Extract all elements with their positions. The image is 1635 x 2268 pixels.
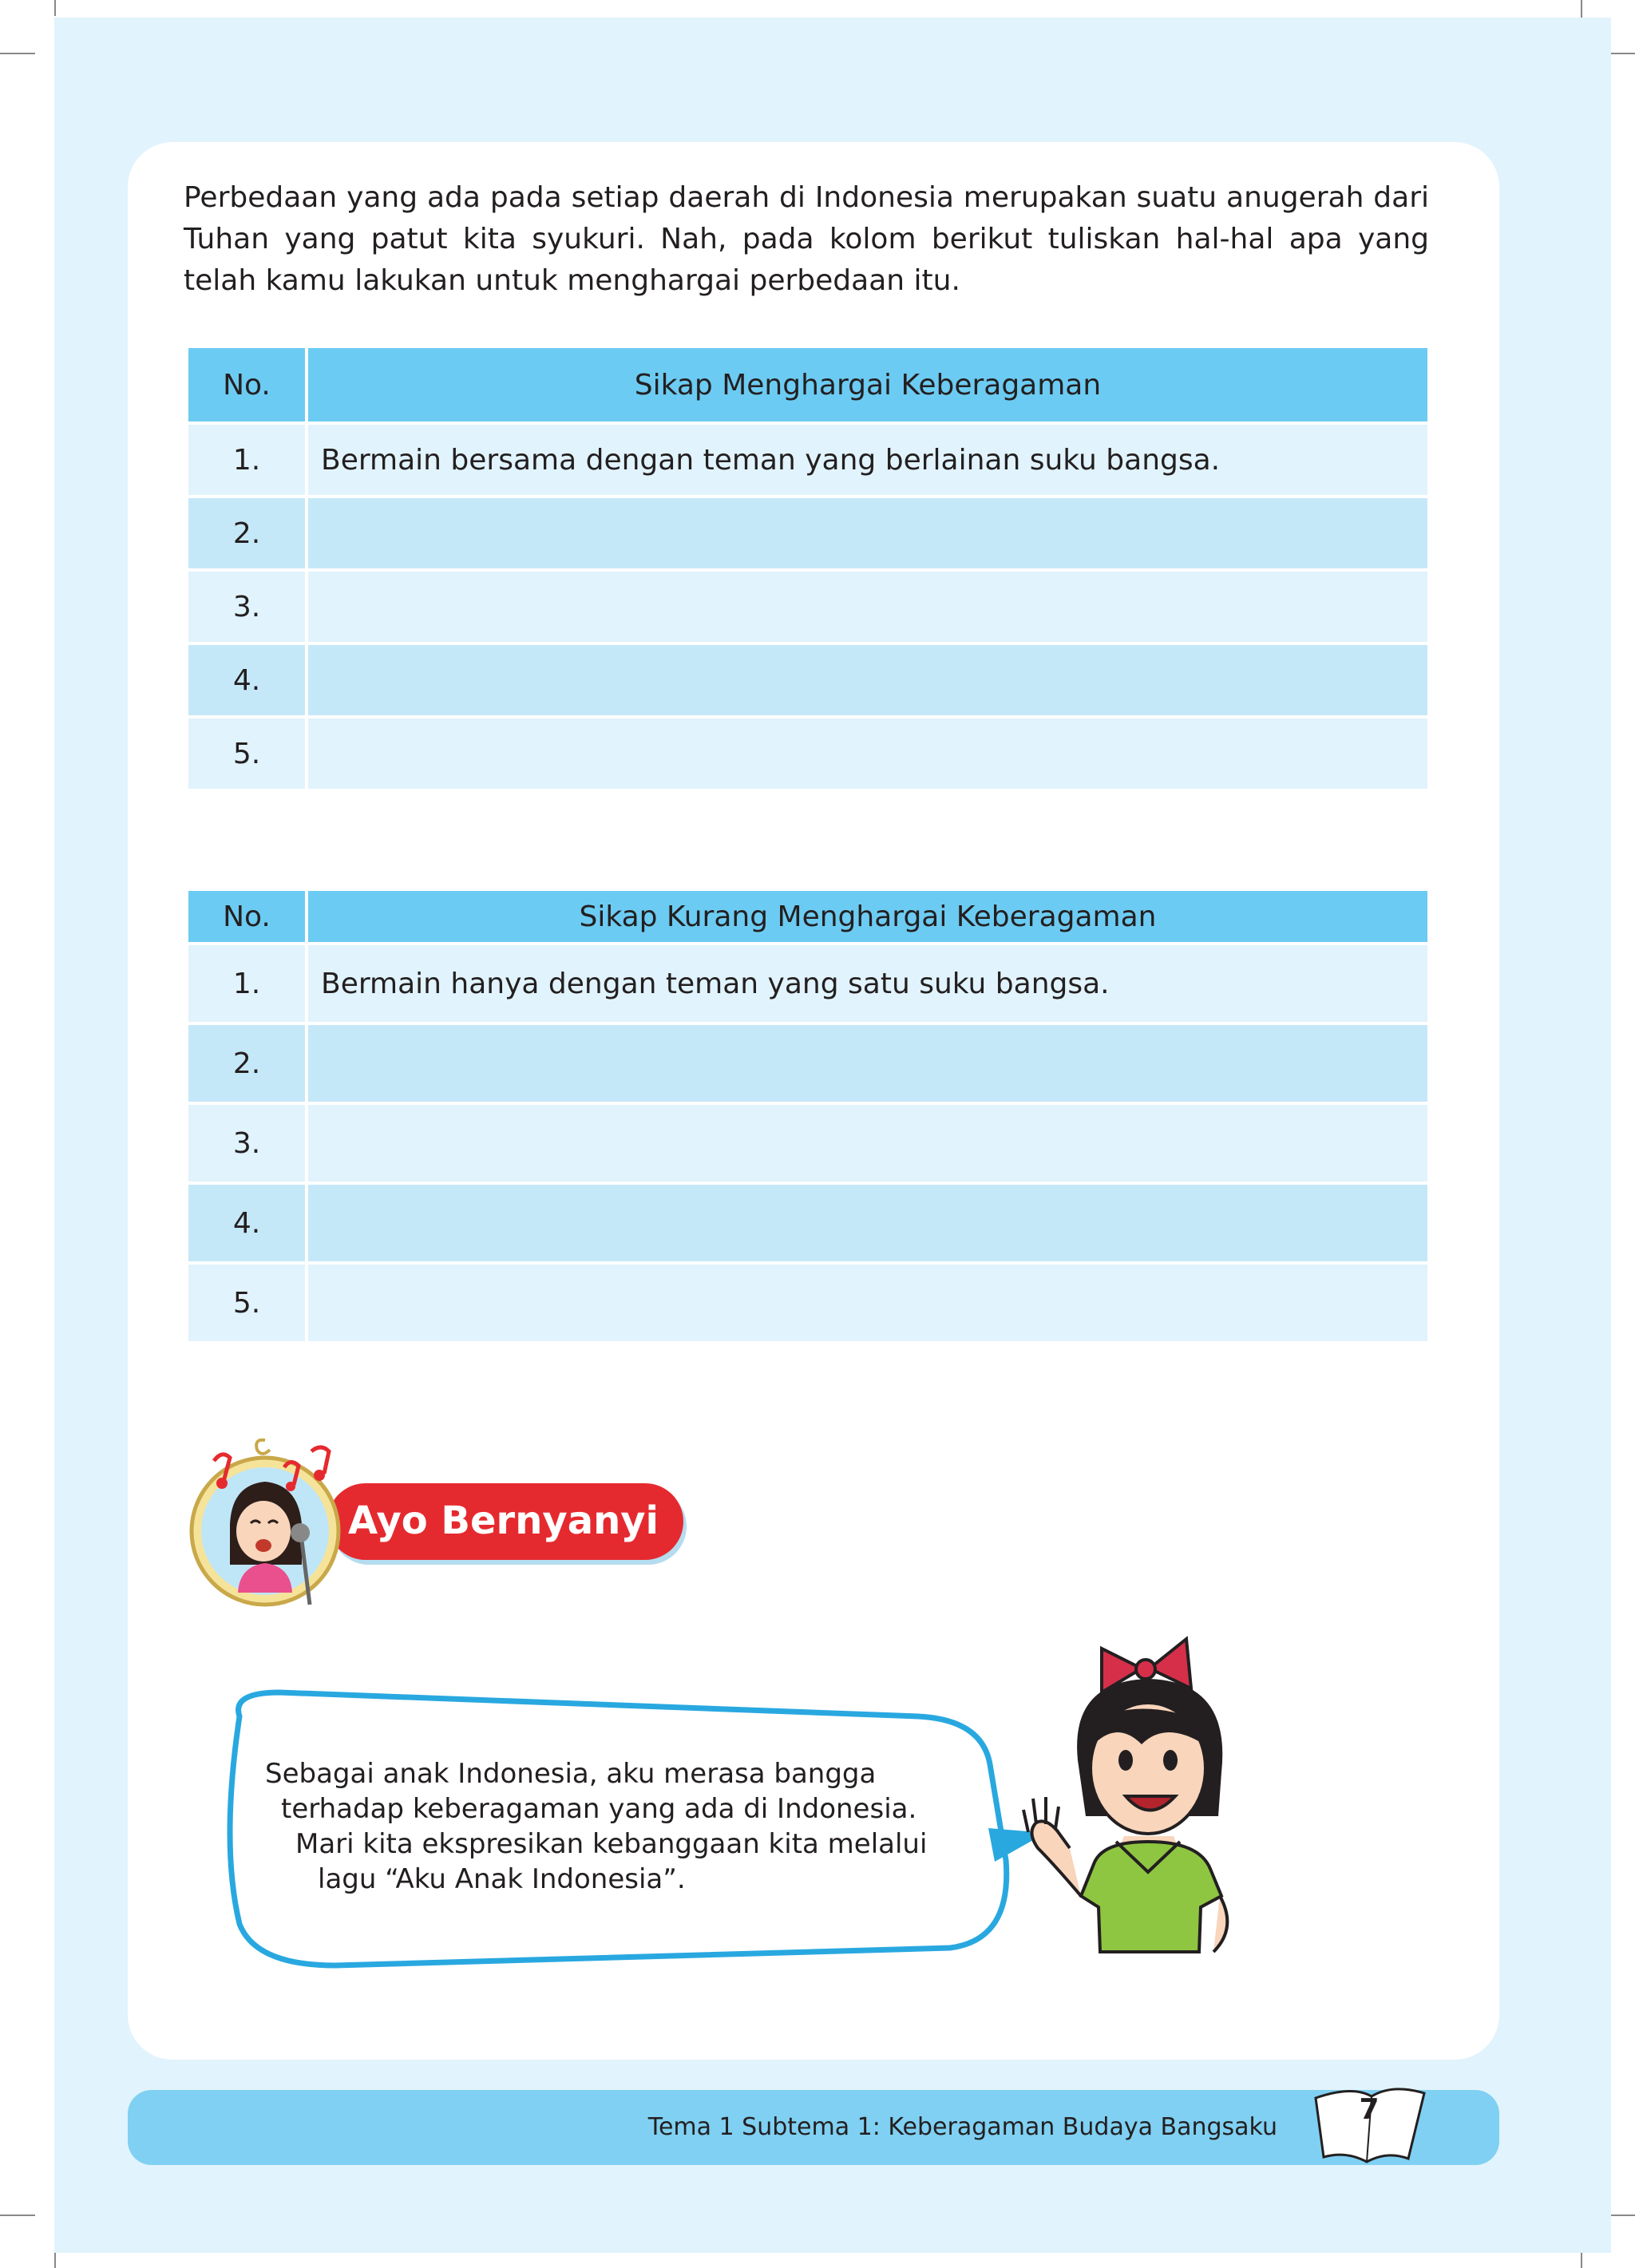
table-header-row (187, 889, 1429, 944)
crop-mark (0, 2215, 35, 2216)
answer-cell[interactable] (307, 1183, 1429, 1263)
answer-cell[interactable] (307, 717, 1429, 790)
section-badge-label: Ayo Bernyanyi (348, 1498, 659, 1543)
table-sikap-menghargai (185, 345, 1431, 792)
row-number: 5. (187, 1263, 307, 1343)
table-row (187, 570, 1429, 643)
speech-text (265, 1756, 984, 1897)
column-header-sikap: Sikap Kurang Menghargai Keberagaman (307, 889, 1429, 944)
crop-mark (0, 53, 35, 54)
row-number: 4. (187, 1183, 307, 1263)
answer-cell[interactable] (307, 1023, 1429, 1103)
speech-line: Mari kita ekspresikan kebanggaan kita melalui (295, 1828, 928, 1860)
answer-cell[interactable] (307, 570, 1429, 643)
row-number: 1. (187, 423, 307, 497)
table-sikap-kurang-menghargai (185, 888, 1431, 1344)
answer-cell[interactable]: Bermain bersama dengan teman yang berlainan suku bangsa. (307, 423, 1429, 497)
answer-cell[interactable] (307, 643, 1429, 717)
page-number: 7 (1359, 2093, 1380, 2126)
row-number: 4. (187, 643, 307, 717)
table-row (187, 1103, 1429, 1183)
intro-paragraph: Perbedaan yang ada pada setiap daerah di Indonesia merupakan suatu anugerah dari Tuhan yang patut kita syukuri. Nah, pada kolom berikut tuliskan hal-hal apa yang telah kamu lakukan untuk menghargai perbedaan itu. (184, 181, 1429, 297)
speech-line: lagu “Aku Anak Indonesia”. (318, 1863, 686, 1895)
girl-character-illustration (1022, 1633, 1317, 1968)
row-number: 2. (187, 1023, 307, 1103)
column-header-no: No. (187, 889, 307, 944)
row-number: 2. (187, 497, 307, 570)
speech-line: Sebagai anak Indonesia, aku merasa bangga (265, 1758, 877, 1790)
table-row (187, 717, 1429, 790)
answer-cell[interactable] (307, 497, 1429, 570)
footer-title: Tema 1 Subtema 1: Keberagaman Budaya Bangsaku (647, 2113, 1277, 2141)
singing-girl-icon (182, 1429, 350, 1609)
row-number: 1. (187, 944, 307, 1023)
table-row (187, 643, 1429, 717)
row-number: 3. (187, 1103, 307, 1183)
row-number: 3. (187, 570, 307, 643)
answer-cell[interactable] (307, 1263, 1429, 1343)
column-header-sikap: Sikap Menghargai Keberagaman (307, 346, 1429, 423)
row-number: 5. (187, 717, 307, 790)
answer-cell[interactable]: Bermain hanya dengan teman yang satu suku bangsa. (307, 944, 1429, 1023)
table-row (187, 497, 1429, 570)
crop-mark (54, 0, 56, 16)
table-row (187, 1183, 1429, 1263)
table-row (187, 423, 1429, 497)
table-row (187, 1263, 1429, 1343)
answer-cell[interactable] (307, 1103, 1429, 1183)
speech-line: terhadap keberagaman yang ada di Indonesia. (281, 1793, 917, 1825)
table-row (187, 1023, 1429, 1103)
column-header-no: No. (187, 346, 307, 423)
table-header-row (187, 346, 1429, 423)
table-row (187, 944, 1429, 1023)
